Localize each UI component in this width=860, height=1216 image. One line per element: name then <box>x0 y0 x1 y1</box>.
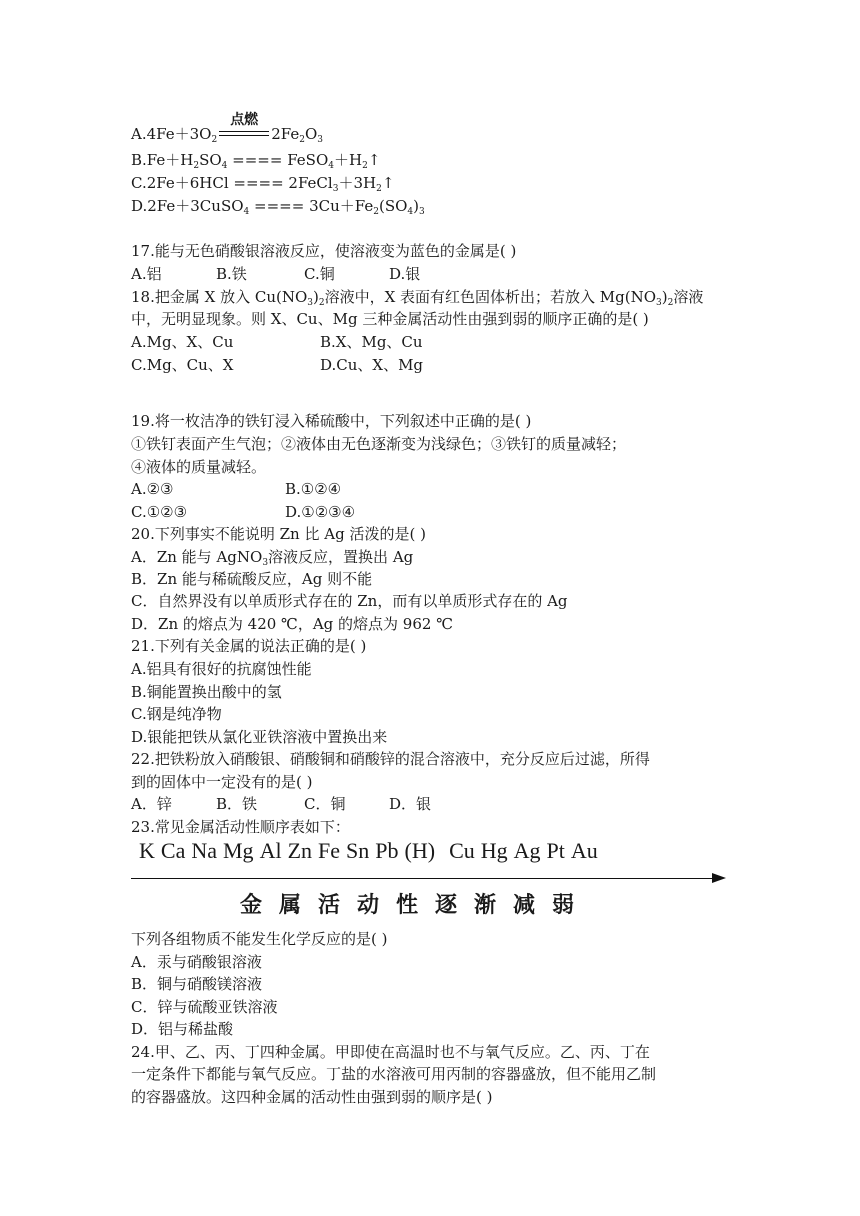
q21-stem: 21.下列有关金属的说法正确的是( ) <box>131 637 367 655</box>
q18-option-b: B.X、Mg、Cu <box>320 333 423 351</box>
q17-option-c: C.铜 <box>304 265 335 283</box>
q22-option-c: C．铜 <box>304 795 346 813</box>
q23-option-d: D．铝与稀盐酸 <box>131 1020 234 1038</box>
trend-arrow-line <box>131 878 719 879</box>
q21-option-d: D.银能把铁从氯化亚铁溶液中置换出来 <box>131 728 388 746</box>
q24-stem-line1: 24.甲、乙、丙、丁四种金属。甲即使在高温时也不与氧气反应。乙、丙、丁在 <box>131 1043 650 1061</box>
q21-option-a: A.铝具有很好的抗腐蚀性能 <box>131 660 312 678</box>
q19-option-c: C.①②③ <box>131 503 188 521</box>
q22-option-b: B．铁 <box>216 795 258 813</box>
q21-option-b: B.铜能置换出酸中的氢 <box>131 683 282 701</box>
q23-stem: 23.常见金属活动性顺序表如下： <box>131 818 350 836</box>
q23-question: 下列各组物质不能发生化学反应的是( ) <box>131 930 388 948</box>
q20-stem: 20.下列事实不能说明 Zn 比 Ag 活泼的是( ) <box>131 525 426 543</box>
q18-stem-line2: 中，无明显现象。则 X、Cu、Mg 三种金属活动性由强到弱的顺序正确的是( ) <box>131 310 649 328</box>
series-hydrogen: (H) <box>404 838 436 863</box>
q18-option-d: D.Cu、X、Mg <box>320 356 424 374</box>
series-metal: Sn <box>346 838 370 863</box>
q20-option-a: A．Zn 能与 AgNO$_3$溶液反应，置换出 Ag <box>131 548 414 568</box>
series-metal: Zn <box>287 838 313 863</box>
series-metal: Pb <box>375 838 399 863</box>
q17-option-b: B.铁 <box>216 265 247 283</box>
q19-option-b: B.①②④ <box>285 480 342 498</box>
q23-option-c: C．锌与硫酸亚铁溶液 <box>131 998 278 1016</box>
q18-stem-line1: 18.把金属 X 放入 $Cu(NO_3)_2$溶液中，X 表面有红色固体析出；若放入 $Mg(NO_3)_2$溶液 <box>131 288 704 308</box>
series-metal: Hg <box>480 838 508 863</box>
q16-option-d: D.2Fe＋3CuSO$_4$ ==== $3Cu+Fe_2(SO_4)_3$ <box>131 197 425 217</box>
q24-stem-line2: 一定条件下都能与氧气反应。丁盐的水溶液可用丙制的容器盛放，但不能用乙制 <box>131 1065 657 1083</box>
series-metal: Ag <box>513 838 541 863</box>
q21-option-c: C.钢是纯净物 <box>131 705 222 723</box>
q19-statements-line1: ①铁钉表面产生气泡；②液体由无色逐渐变为浅绿色；③铁钉的质量减轻； <box>131 435 627 453</box>
reaction-condition: 点燃 <box>217 123 271 145</box>
q23-option-a: A．汞与硝酸银溶液 <box>131 953 262 971</box>
q22-option-d: D．银 <box>389 795 432 813</box>
q17-stem: 17.能与无色硝酸银溶液反应，使溶液变为蓝色的金属是( ) <box>131 242 517 260</box>
q16-option-c: C.2Fe＋6HCl ==== $2FeCl_3+3H_2↑$ <box>131 174 395 194</box>
q22-stem-line1: 22.把铁粉放入硝酸银、硝酸铜和硝酸锌的混合溶液中，充分反应后过滤，所得 <box>131 750 650 768</box>
q18-option-c: C.Mg、Cu、X <box>131 356 234 374</box>
q20-option-d: D．Zn 的熔点为 420 ℃，Ag 的熔点为 962 ℃ <box>131 615 453 633</box>
q19-option-a: A.②③ <box>131 480 174 498</box>
series-metal: Au <box>570 838 598 863</box>
series-metal: Pt <box>546 838 565 863</box>
q20-option-c: C．自然界没有以单质形式存在的 Zn，而有以单质形式存在的 Ag <box>131 592 568 610</box>
series-metal: Mg <box>223 838 254 863</box>
q19-statements-line2: ④液体的质量减轻。 <box>131 458 267 476</box>
series-metal: Cu <box>449 838 475 863</box>
q16-option-b: $B.Fe+H_2SO_4$ ==== $FeSO_4+H_2↑$ <box>131 151 381 171</box>
arrow-right-icon <box>712 873 726 883</box>
q16-option-a: $A.4Fe+3O_2$ 点燃 $2Fe_2O_3$ <box>131 112 323 145</box>
series-metal: Ca <box>160 838 186 863</box>
activity-series <box>139 838 699 864</box>
series-metal: K <box>139 838 155 863</box>
q17-option-a: A.铝 <box>131 265 162 283</box>
q19-option-d: D.①②③④ <box>285 503 356 521</box>
series-metal: Na <box>191 838 217 863</box>
series-metal: Al <box>259 838 282 863</box>
q22-option-a: A．锌 <box>131 795 172 813</box>
series-metal: Fe <box>318 838 341 863</box>
q22-stem-line2: 到的固体中一定没有的是( ) <box>131 773 313 791</box>
q23-option-b: B．铜与硝酸镁溶液 <box>131 975 263 993</box>
q17-option-d: D.银 <box>389 265 421 283</box>
q18-option-a: A.Mg、X、Cu <box>131 333 234 351</box>
q19-stem: 19.将一枚洁净的铁钉浸入稀硫酸中，下列叙述中正确的是( ) <box>131 412 532 430</box>
q24-stem-line3: 的容器盛放。这四种金属的活动性由强到弱的顺序是( ) <box>131 1088 493 1106</box>
q20-option-b: B．Zn 能与稀硫酸反应，Ag 则不能 <box>131 570 373 588</box>
activity-trend-label: 金属活动性逐渐减弱 <box>240 893 592 918</box>
